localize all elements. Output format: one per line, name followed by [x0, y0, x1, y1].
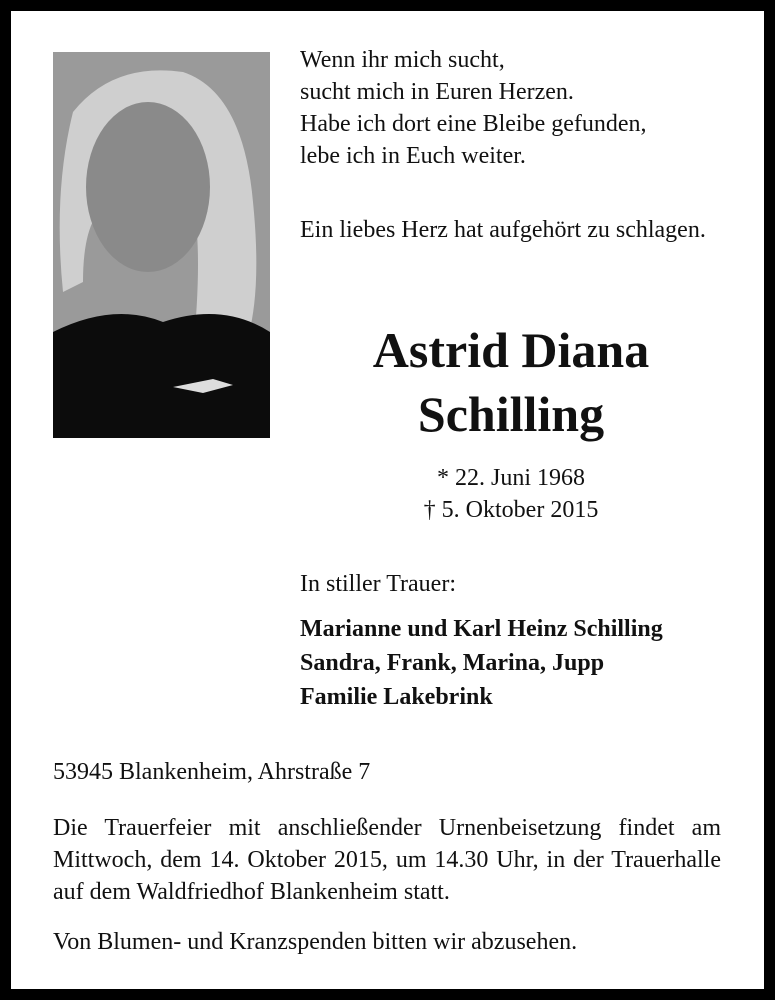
- life-dates: [300, 462, 722, 526]
- address: 53945 Blankenheim, Ahrstraße 7: [53, 759, 371, 785]
- mourner: Familie Lakebrink: [300, 684, 493, 710]
- surname: Schilling: [417, 386, 605, 442]
- deceased-name: [300, 318, 722, 446]
- mourners-list: [300, 612, 663, 714]
- intro-text: Ein liebes Herz hat aufgehört zu schlagen.: [300, 217, 706, 243]
- ceremony-info: Die Trauerfeier mit anschließender Urnenbeisetzung findet am Mittwoch, dem 14. Oktober 2015, um 14.30 Uhr, in der Trauerhalle auf dem Waldfriedhof Blankenheim statt.: [53, 815, 721, 905]
- closing-note: Von Blumen- und Kranzspenden bitten wir abzusehen.: [53, 929, 578, 955]
- poem: [300, 44, 647, 172]
- poem-line: Habe ich dort eine Bleibe gefunden,: [300, 111, 647, 137]
- mourner: Sandra, Frank, Marina, Jupp: [300, 650, 605, 676]
- mourner: Marianne und Karl Heinz Schilling: [300, 616, 663, 642]
- death-date: † 5. Oktober 2015: [423, 497, 599, 523]
- poem-line: Wenn ihr mich sucht,: [300, 47, 505, 73]
- mourning-label: In stiller Trauer:: [300, 571, 456, 597]
- first-names: Astrid Diana: [372, 322, 650, 378]
- portrait-photo: [53, 52, 270, 438]
- birth-date: * 22. Juni 1968: [436, 465, 585, 491]
- poem-line: lebe ich in Euch weiter.: [300, 143, 526, 169]
- poem-line: sucht mich in Euren Herzen.: [300, 79, 574, 105]
